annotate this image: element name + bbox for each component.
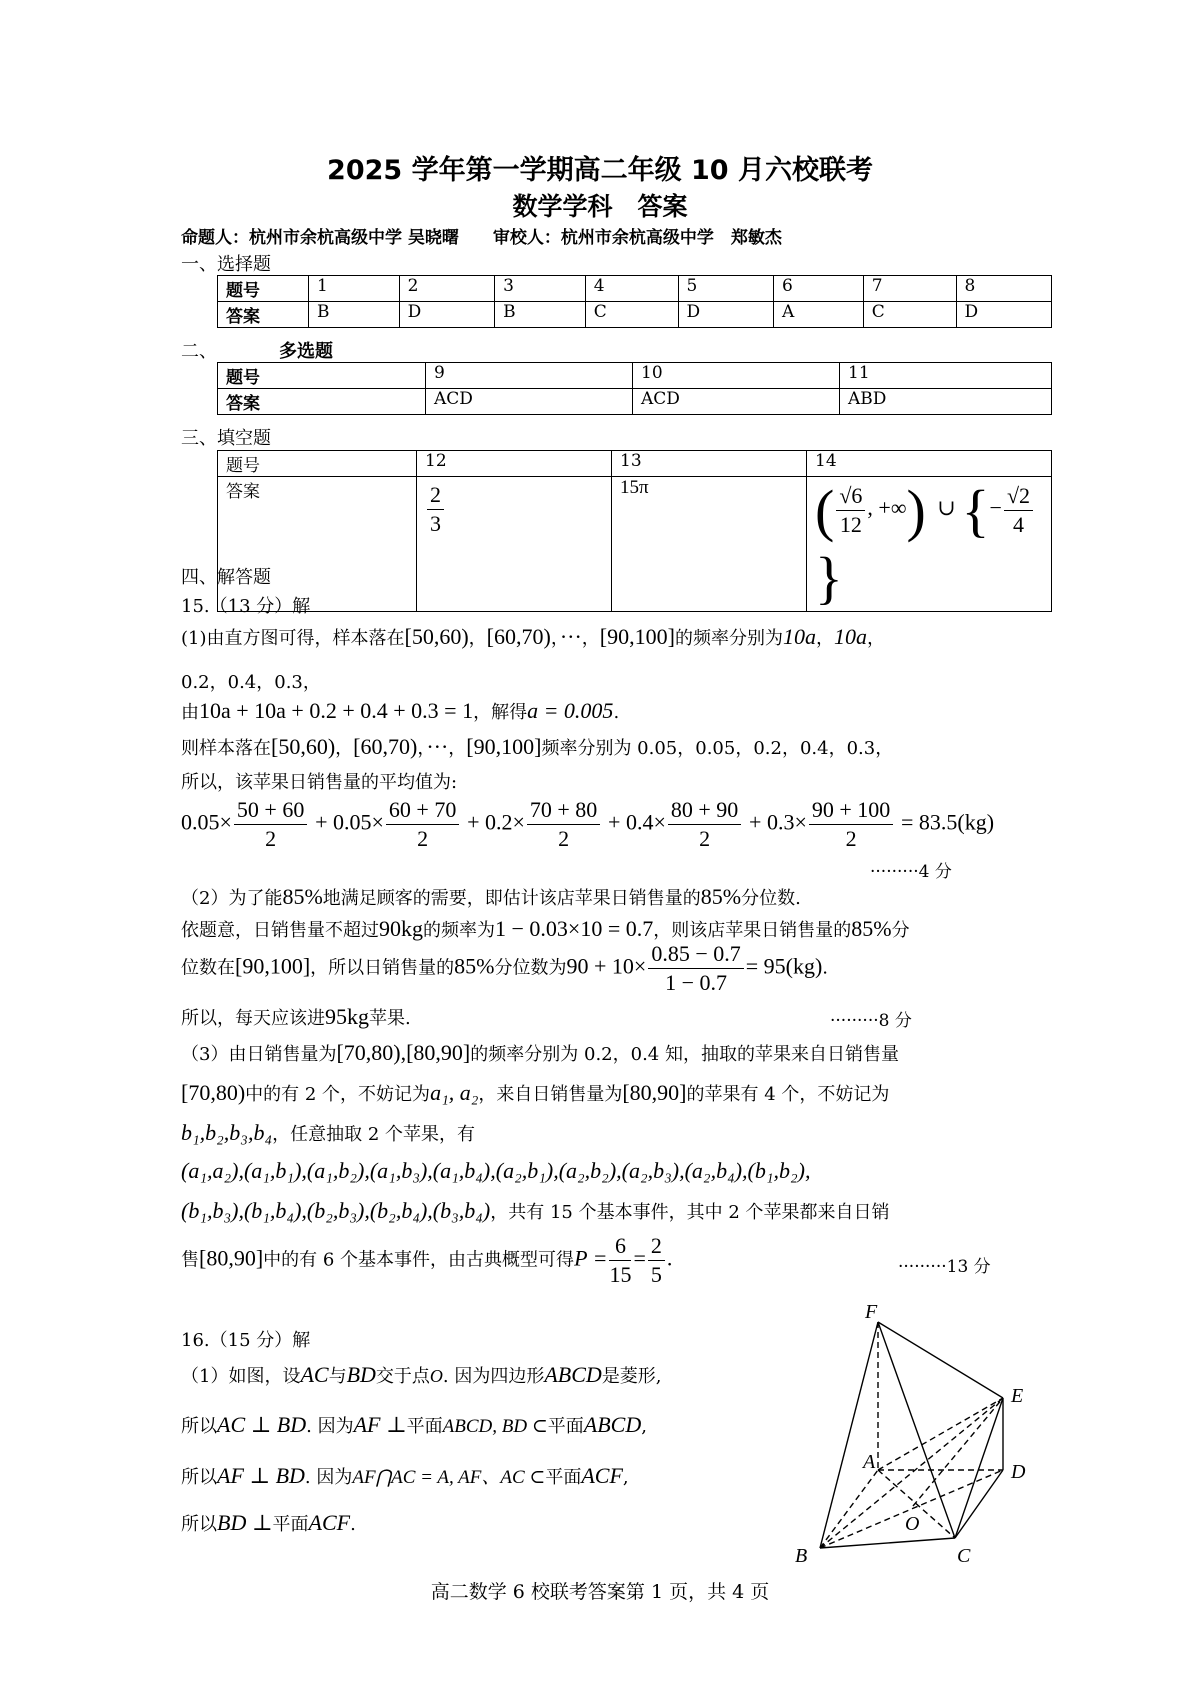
geometry-figure (785, 1300, 1045, 1580)
q-cell: 7 (863, 276, 956, 302)
row-label-question: 题号 (218, 363, 426, 389)
section-1-heading: 一、选择题 (181, 254, 271, 275)
label-C: C (957, 1545, 971, 1567)
a-cell: D (956, 302, 1052, 328)
q16-line4: 所以BD ⊥平面ACF. (181, 1510, 356, 1535)
row-label-answer: 答案 (218, 477, 417, 612)
a-cell: C (585, 302, 678, 328)
q15-p2-line1: （2）为了能85%地满足顾客的需要，即估计该店苹果日销售量的85%分位数. (181, 884, 801, 909)
q-cell: 2 (399, 276, 494, 302)
section-3-heading: 三、填空题 (181, 428, 271, 449)
q15-p3-line1: （3）由日销售量为[70,80),[80,90]的频率分别为 0.2，0.4 知，抽取的苹果来自日销售量 (181, 1040, 899, 1065)
exam-title: 2025 学年第一学期高二年级 10 月六校联考 (327, 155, 873, 186)
edge-FE (878, 1322, 1003, 1398)
q15-heading: 15.（13 分）解 (181, 596, 311, 617)
page-footer: 高二数学 6 校联考答案第 1 页，共 4 页 (430, 1581, 770, 1603)
label-O: O (905, 1513, 920, 1535)
section-2-number: 二、 (181, 341, 217, 362)
q16-line3: 所以AF ⊥ BD. 因为AF⋂AC = A, AF、AC ⊂平面ACF, (181, 1463, 629, 1488)
label-B: B (795, 1545, 808, 1567)
exam-subtitle: 数学学科 答案 (512, 192, 688, 221)
edge-AE (878, 1398, 1003, 1470)
row-label-answer: 答案 (218, 389, 426, 415)
q15-p1-line5: 所以，该苹果日销售量的平均值为: (181, 772, 458, 793)
q-cell: 4 (585, 276, 678, 302)
q16-line1: （1）如图，设AC与BD交于点O. 因为四边形ABCD是菱形, (181, 1362, 662, 1387)
q15-p3-line2: [70,80)中的有 2 个，不妨记为a₁, a₂，来自日销售量为[80,90]的苹果有 4 个，不妨记为 (181, 1080, 890, 1105)
q-cell: 5 (678, 276, 773, 302)
q15-p1-line3: 由10a + 10a + 0.2 + 0.4 + 0.3 = 1，解得a = 0.005. (181, 698, 620, 723)
section-2-title: 多选题 (279, 341, 333, 362)
q-cell: 9 (426, 363, 633, 389)
mc-answer-table (217, 275, 1052, 328)
q15-p2-line3: 位数在[90,100]，所以日销售量的85%分位数为90 + 10× $\frac{0.85 - 0.7}{1 - 0.7}$ = 95(kg). (181, 941, 829, 995)
q15-p2-line2: 依题意，日销售量不超过90kg的频率为1 − 0.03×10 = 0.7，则该店苹果日销售量的85%分 (181, 916, 910, 941)
q15-p1-line4: 则样本落在[50,60)，[60,70)，···，[90,100]频率分别为 0.05，0.05，0.2，0.4，0.3， (181, 734, 894, 759)
edge-FB (820, 1322, 878, 1548)
section-2-heading (181, 337, 333, 363)
a-cell: ABD (840, 389, 1052, 415)
q15-p1-line2: 0.2，0.4，0.3， (181, 672, 321, 693)
q15-score-1: ·········4 分 (870, 862, 952, 882)
label-E: E (1011, 1385, 1024, 1407)
q15-p3-line6: 售[80,90]中的有 6 个基本事件，由古典概型可得P = $\frac{6}{15}$ = $\frac{2}{5}$ . (181, 1233, 673, 1287)
a-cell: ACD (426, 389, 633, 415)
row-label-answer: 答案 (218, 302, 309, 328)
row-label-question: 题号 (218, 276, 309, 302)
label-D: D (1011, 1461, 1026, 1483)
label-A: A (863, 1451, 876, 1473)
answer-13: 15π (612, 477, 807, 612)
q15-score-3: ·········13 分 (898, 1257, 991, 1277)
a-cell: D (678, 302, 773, 328)
a-cell: B (495, 302, 586, 328)
reviewer: 审校人：杭州市余杭高级中学 郑敏杰 (492, 228, 782, 248)
q-cell: 13 (612, 451, 807, 477)
answer-12 (417, 477, 612, 612)
fraction: $\frac{√6}{12}$ (836, 482, 865, 539)
a-cell: A (773, 302, 863, 328)
q16-heading: 16.（15 分）解 (181, 1330, 311, 1351)
multi-answer-table (217, 362, 1052, 415)
q15-p1-line1: (1)由直方图可得，样本落在[50,60)，[60,70)，···，[90,100]的频率分别为10a，10a， (181, 624, 885, 649)
q16-line2: 所以AC ⊥ BD. 因为AF ⊥平面ABCD, BD ⊂平面ABCD, (181, 1412, 647, 1437)
q-cell: 14 (807, 451, 1052, 477)
q-cell: 12 (417, 451, 612, 477)
q-cell: 11 (840, 363, 1052, 389)
a-cell: B (309, 302, 400, 328)
q-cell: 3 (495, 276, 586, 302)
label-F: F (865, 1301, 878, 1323)
a-cell: ACD (633, 389, 840, 415)
q-cell: 6 (773, 276, 863, 302)
a-cell: C (863, 302, 956, 328)
fraction: $\frac{2}{3}$ (427, 481, 444, 538)
q15-p2-line4: 所以，每天应该进95kg苹果. (181, 1004, 411, 1029)
q-cell: 8 (956, 276, 1052, 302)
q15-score-2: ·········8 分 (830, 1011, 912, 1031)
q15-p3-line3: b₁,b₂,b₃,b₄，任意抽取 2 个苹果，有 (181, 1120, 475, 1145)
answer-14: ( $\frac{√6}{12}$ , +∞) ∪ {− $\frac{√2}{4}$ } (807, 477, 1052, 612)
edge-CE (955, 1398, 1003, 1538)
fill-answer-table (217, 450, 1052, 612)
q15-p3-list2: (b₁,b₃),(b₁,b₄),(b₂,b₃),(b₂,b₄),(b₃,b₄)，共有 15 个基本事件，其中 2 个苹果都来自日销 (181, 1198, 890, 1223)
a-cell: D (399, 302, 494, 328)
q15-p3-list1: (a₁,a₂),(a₁,b₁),(a₁,b₂),(a₁,b₃),(a₁,b₄),(a₂,b₁),(a₂,b₂),(a₂,b₃),(a₂,b₄),(b₁,b₂), (181, 1158, 811, 1183)
q-cell: 10 (633, 363, 840, 389)
fraction: $\frac{√2}{4}$ (1004, 482, 1033, 539)
section-4-heading: 四、解答题 (181, 567, 271, 588)
edge-FC (878, 1322, 955, 1538)
setter: 命题人：杭州市余杭高级中学 吴晓曙 (181, 228, 459, 248)
authors-line (181, 223, 782, 248)
q15-mean-formula: 0.05× $\frac{50 + 60}{2}$ + 0.05× $\frac{60 + 70}{2}$ + 0.2× $\frac{70 + 80}{2}$ + 0.4× $\frac{80 + 90}{2}$ + 0.3× $\frac{90 + 100}{2}$ = 83.5(kg) (181, 797, 995, 851)
q-cell: 1 (309, 276, 400, 302)
row-label-question: 题号 (218, 451, 417, 477)
